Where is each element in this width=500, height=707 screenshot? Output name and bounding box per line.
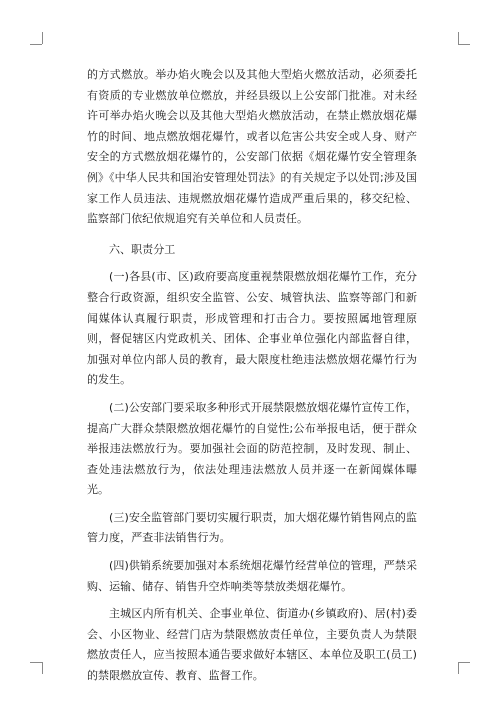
paragraph-county-governments: (一)各县(市、区)政府要高度重视禁限燃放烟花爆竹工作，充分整合行政资源，组织安全监管、公安、城管执法、监察等部门和新闻媒体认真履行职责，形成管理和打击合力。要按照属地管理原则，督促辖区内党政机关、团体、企事业单位强化内部监督自律，加强对单位内部人员的教育，最大限度杜绝违法燃放烟花爆竹行为的发生。 [87,270,417,387]
paragraph-continuation: 的方式燃放。举办焰火晚会以及其他大型焰火燃放活动，必须委托有资质的专业燃放单位燃放，并经县级以上公安部门批准。对未经许可举办焰火晚会以及其他大型焰火燃放活动，在禁止燃放烟花爆竹的时间、地点燃放烟花爆竹，或者以危害公共安全或人身、财产安全的方式燃放烟花爆竹的，公安部门依据《烟花爆竹安全管理条例》《中华人民共和国治安管理处罚法》的有关规定予以处罚;涉及国家工作人员违法、违规燃放烟花爆竹造成严重后果的，移交纪检、监察部门依纪依规追究有关单位和人员责任。 [87,68,417,226]
document-body [87,65,417,687]
crop-mark-top-right-h [458,44,470,45]
crop-mark-bottom-left-h [30,662,42,663]
crop-mark-bottom-right-h [458,662,470,663]
crop-mark-top-left-v [42,32,43,44]
paragraph-responsible-units: 主城区内所有机关、企事业单位、街道办(乡镇政府)、居(村)委会、小区物业、经营门店为禁限燃放责任单位，主要负责人为禁限燃放责任人，应当按照本通告要求做好本辖区、本单位及职工(员工)的禁限燃放宣传、教育、监督工作。 [87,607,417,683]
section-heading-responsibilities: 六、职责分工 [109,242,176,256]
crop-mark-top-left-h [30,44,42,45]
paragraph-supply-marketing: (四)供销系统要加强对本系统烟花爆竹经营单位的管理，严禁采购、运输、储存、销售升空炸响类等禁放类烟花爆竹。 [87,559,417,593]
crop-mark-bottom-right-v [458,662,459,674]
paragraph-public-security: (二)公安部门要采取多种形式开展禁限燃放烟花爆竹宣传工作，提高广大群众禁限燃放烟花爆竹的自觉性;公布举报电话，便于群众举报违法燃放行为。要加强社会面的防范控制，及时发现、制止、查处违法燃放行为，依法处理违法燃放人员并逐一在新闻媒体曝光。 [87,400,417,497]
paragraph-safety-supervision: (三)安全监管部门要切实履行职责，加大烟花爆竹销售网点的监管力度，严查非法销售行为。 [87,510,417,545]
crop-mark-top-right-v [458,32,459,44]
crop-mark-bottom-left-v [42,662,43,674]
